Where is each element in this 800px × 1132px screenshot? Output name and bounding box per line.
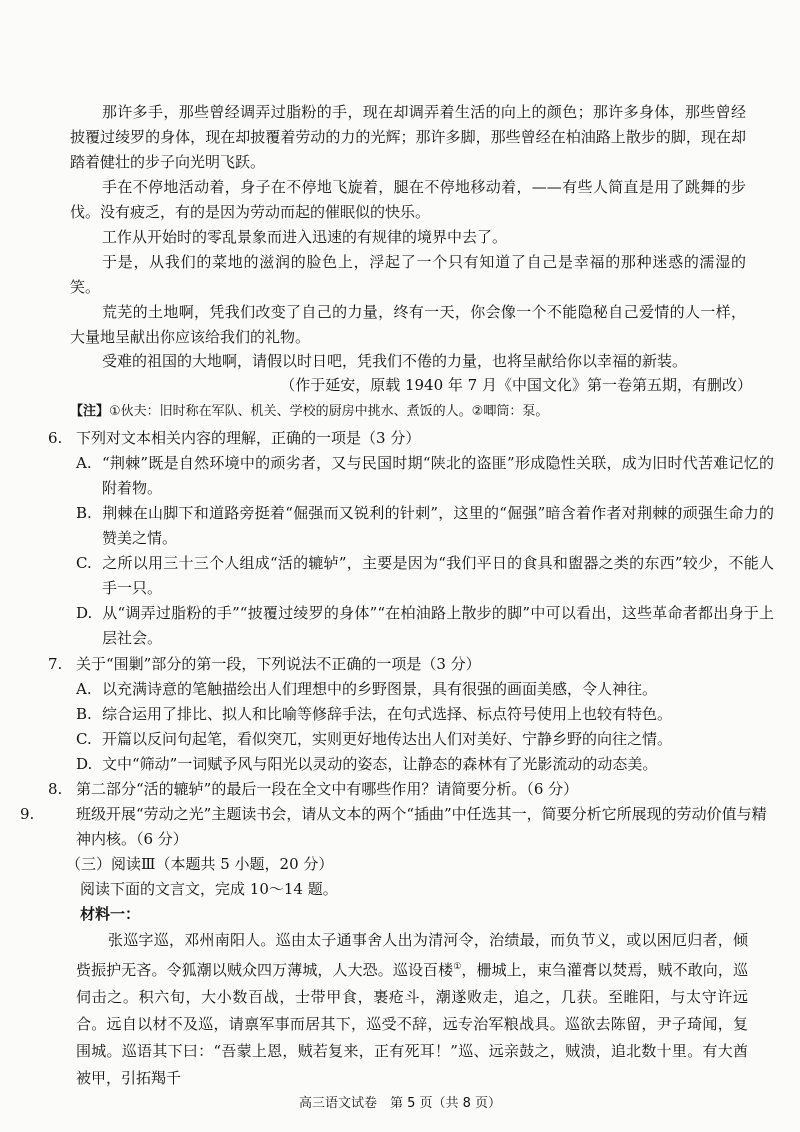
classical-text-part-1: 张巡字巡，邓州南阳人。巡由太子通事舍人出为清河令，治绩最，而负节义，或以困厄归者，倾赀振护无吝。令狐潮以贼众四万薄城，人大恐。巡设百楼	[76, 931, 748, 979]
option-text: 之所以用三十三个人组成“活的辘轳”，主要是因为“我们平日的食具和盥器之类的东西”较少，不能人手一只。	[102, 554, 774, 597]
question-8	[48, 777, 748, 802]
material-label: 材料一：	[80, 905, 141, 923]
question-number: 8.	[48, 780, 63, 798]
option-text: 从“调弄过脂粉的手”“披覆过绫罗的身体”“在柏油路上散步的脚”中可以看出，这些革命者都出身于上层社会。	[102, 604, 774, 647]
question-stem: 班级开展“劳动之光”主题读书会，请从文本的两个“插曲”中任选其一，简要分析它所展现的劳动价值与精神内核。（6 分）	[76, 805, 767, 848]
passage-paragraph-6: 受难的祖国的大地啊，请假以时日吧，凭我们不倦的力量，也将呈献给你以幸福的新装。	[102, 352, 688, 370]
option-text: 开篇以反问句起笔，看似突兀，实则更好地传达出人们对美好、宁静乡野的向往之情。	[102, 730, 673, 748]
page-footer: 高三语文试卷 第 5 页（共 8 页）	[298, 1096, 502, 1111]
option-label: B.	[76, 705, 92, 723]
option-label: D.	[76, 604, 93, 622]
option-text: 综合运用了排比、拟人和比喻等修辞手法，在句式选择、标点符号使用上也较有特色。	[102, 705, 673, 723]
passage-paragraph-1: 那许多手，那些曾经调弄过脂粉的手，现在却调弄着生活的向上的颜色；那许多身体，那些曾经披覆过绫罗的身体，现在却披覆着劳动的力的光辉；那许多脚，那些曾经在柏油路上散步的脚，现在却踏着健壮的步子向光明飞跃。	[70, 103, 746, 171]
footnote-marker: ①	[453, 962, 462, 972]
footnote	[70, 401, 548, 423]
question-number: 7.	[48, 655, 63, 673]
option-label: D.	[76, 755, 93, 773]
passage-source: （作于延安，原载 1940 年 7 月《中国文化》第一卷第五期，有删改）	[280, 376, 752, 394]
question-6	[48, 426, 748, 451]
option-label: A.	[76, 680, 92, 698]
classical-text-part-2: ，栅城上，束刍灌膏以焚焉，贼不敢向，巡伺击之。积六旬，大小数百战，士带甲食，裹疮斗，潮遂败走，追之，几获。至睢阳，与太守许远合。远自以材不及巡，请禀军事而居其下，巡受不辞，远专治军粮战具。巡欲去陈留，尹子琦闻，复围城。巡语其下曰：“吾蒙上恩，贼若复来，正有死耳！”巡、远亲鼓之，贼溃，追北数十里。有大酋被甲，引拓羯千	[76, 961, 748, 1087]
question-6-option-d	[76, 601, 774, 651]
passage-paragraph-4: 于是，从我们的菜地的滋润的脸色上，浮起了一个只有知道了自己是幸福的那种迷惑的濡湿的笑。	[70, 253, 746, 296]
passage-paragraph-5: 荒芜的土地啊，凭我们改变了自己的力量，终有一天，你会像一个不能隐秘自己爱情的人一样，大量地呈献出你应该给我们的礼物。	[70, 303, 746, 346]
question-number: 6.	[48, 429, 63, 447]
section-heading: （三）阅读Ⅲ（本题共 5 小题，20 分）	[66, 855, 334, 873]
question-stem: 第二部分“活的辘轳”的最后一段在全文中有哪些作用？请简要分析。（6 分）	[76, 780, 579, 798]
question-7-option-a	[76, 677, 774, 702]
passage-paragraph-2: 手在不停地活动着，身子在不停地飞旋着，腿在不停地移动着，——有些人简直是用了跳舞的步伐。没有疲乏，有的是因为劳动而起的催眠似的快乐。	[70, 178, 746, 221]
question-6-option-b	[76, 501, 774, 551]
question-6-option-c	[76, 551, 774, 601]
footnote-text: ①伙夫：旧时称在军队、机关、学校的厨房中挑水、煮饭的人。②唧筒：泵。	[109, 404, 549, 419]
question-stem: 关于“围剿”部分的第一段，下列说法不正确的一项是（3 分）	[76, 655, 481, 673]
option-text: 以充满诗意的笔触描绘出人们理想中的乡野图景，具有很强的画面美感，令人神往。	[102, 680, 658, 698]
question-7	[48, 652, 748, 677]
passage-paragraph-3: 工作从开始时的零乱景象而进入迅速的有规律的境界中去了。	[102, 228, 508, 246]
question-6-option-a	[76, 451, 774, 501]
question-7-option-c	[76, 727, 774, 752]
section-instruction: 阅读下面的文言文，完成 10～14 题。	[80, 880, 338, 898]
option-text: “荆棘”既是自然环境中的顽劣者，又与民国时期“陕北的盗匪”形成隐性关联，成为旧时代苦难记忆的附着物。	[102, 454, 774, 497]
option-label: C.	[76, 554, 92, 572]
option-label: C.	[76, 730, 92, 748]
question-number: 9.	[20, 805, 35, 823]
option-text: 文中“筛动”一词赋予风与阳光以灵动的姿态，让静态的森林有了光影流动的动态美。	[102, 755, 658, 773]
question-9	[20, 802, 776, 852]
classical-text	[76, 927, 748, 1092]
question-7-option-b	[76, 702, 774, 727]
footnote-label: 【注】	[70, 404, 110, 419]
question-7-option-d	[76, 752, 774, 777]
option-text: 荆棘在山脚下和道路旁挺着“倔强而又锐利的针刺”，这里的“倔强”暗含着作者对荆棘的顽强生命力的赞美之情。	[102, 504, 774, 547]
option-label: B.	[76, 504, 92, 522]
option-label: A.	[76, 454, 92, 472]
question-stem: 下列对文本相关内容的理解，正确的一项是（3 分）	[76, 429, 421, 447]
